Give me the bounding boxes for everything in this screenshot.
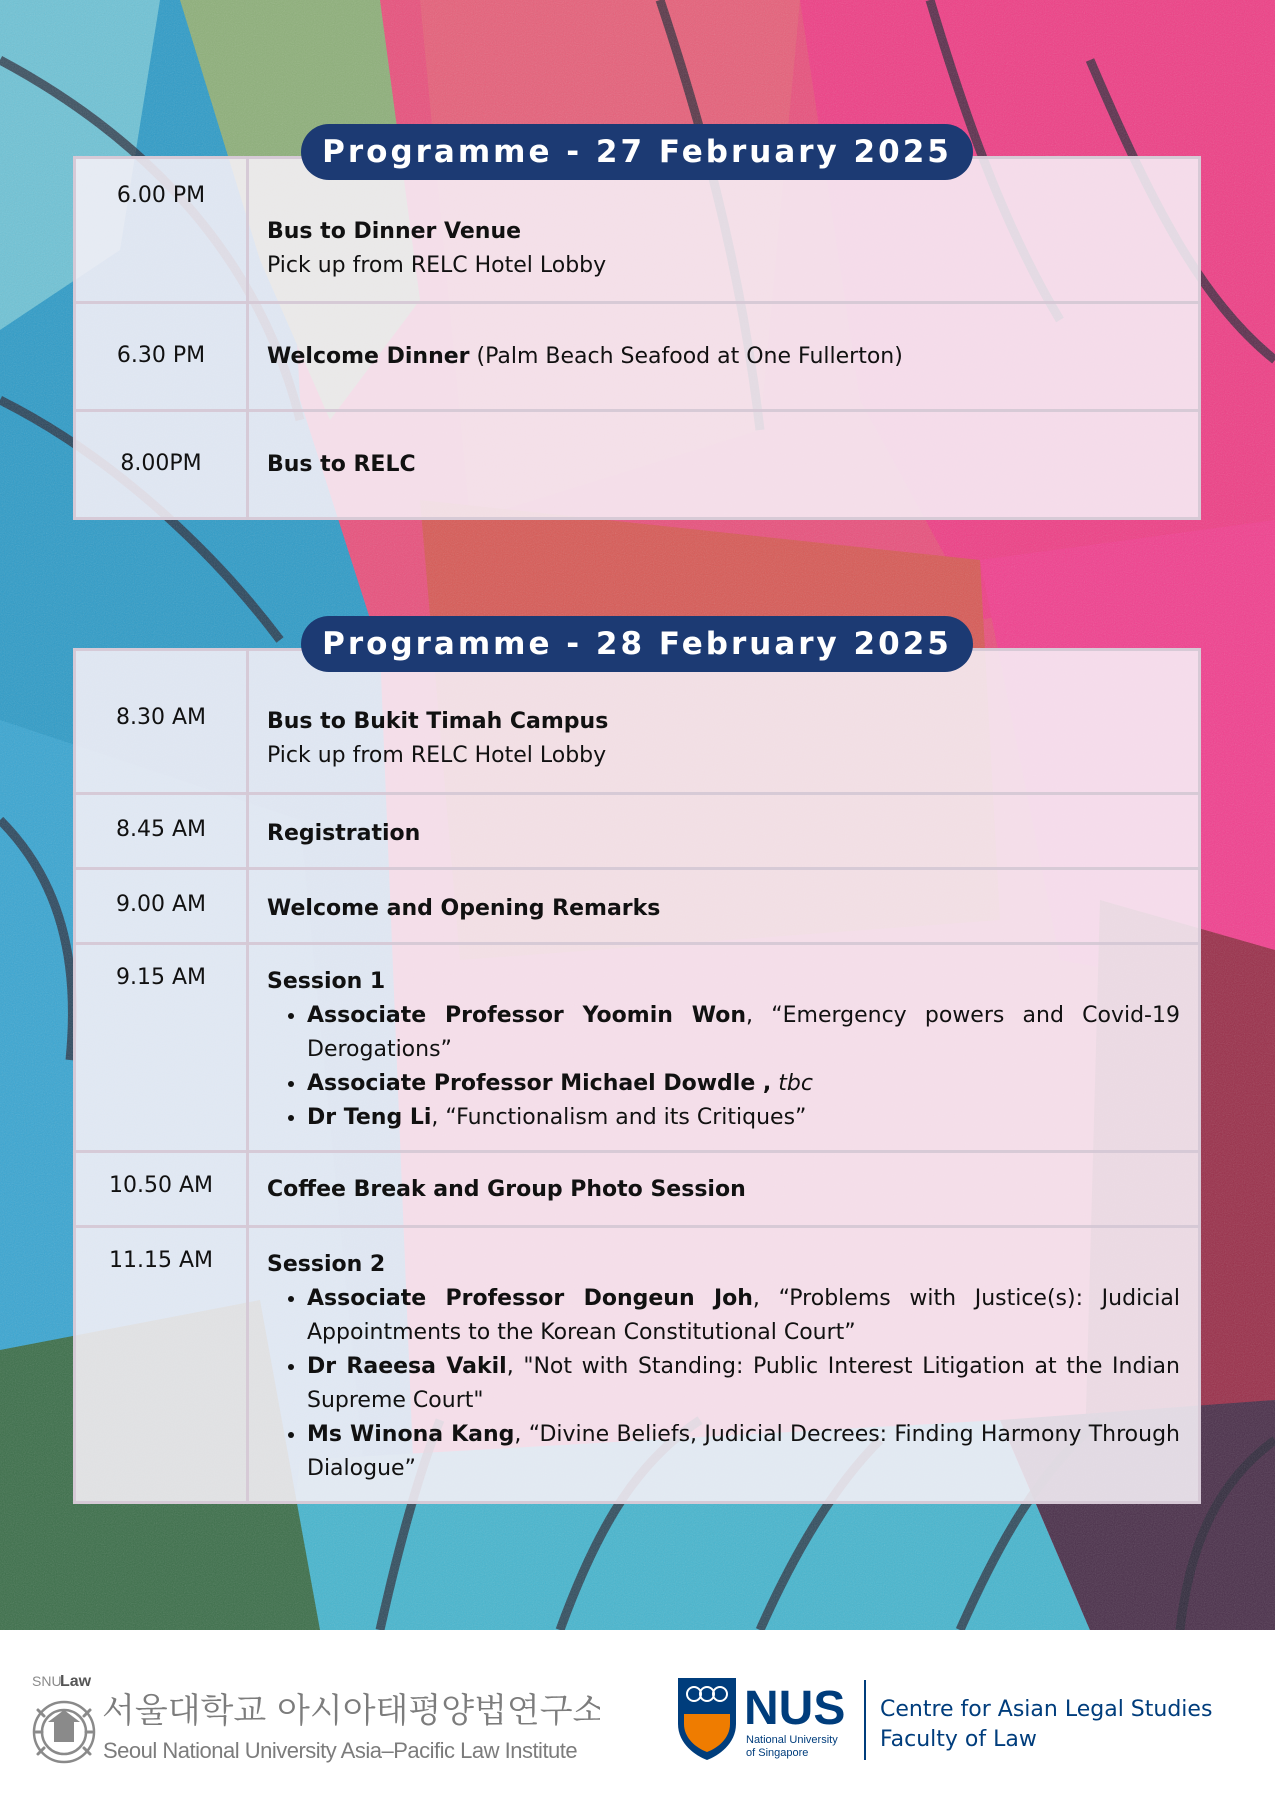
list-item — [307, 1067, 1180, 1101]
table-row — [75, 794, 1200, 869]
schedule-table — [73, 156, 1201, 520]
speaker-name: Dr Raeesa Vakil — [307, 1354, 507, 1379]
speaker-list — [267, 999, 1180, 1135]
event-title: Registration — [267, 821, 421, 846]
speaker-sep: , — [514, 1422, 529, 1447]
faculty-name: Faculty of Law — [880, 1727, 1037, 1752]
speaker-sep: , — [746, 1003, 772, 1028]
snu-korean-name: 서울대학교 아시아태평양법연구소 — [102, 1691, 600, 1731]
talk-title: “Divine Beliefs, Judicial Decrees: Finding Harmony Through Dialogue” — [307, 1422, 1180, 1481]
row-event — [248, 1227, 1200, 1503]
nus-logo — [676, 1674, 1216, 1768]
session-title: Session 1 — [267, 969, 386, 994]
speaker-name: Ms Winona Kang — [307, 1422, 515, 1447]
snu-logo — [30, 1670, 600, 1774]
row-event — [248, 303, 1200, 411]
programme-title: Programme - 27 February 2025 — [301, 124, 973, 180]
cals-name: Centre for Asian Legal Studies — [880, 1697, 1213, 1722]
speaker-name: Associate Professor Michael Dowdle , — [307, 1071, 772, 1096]
row-event — [248, 411, 1200, 519]
row-time: 9.00 AM — [75, 869, 248, 944]
programme-28-feb — [73, 626, 1201, 1504]
row-time: 6.30 PM — [75, 303, 248, 411]
table-row — [75, 944, 1200, 1152]
row-event — [248, 944, 1200, 1152]
nus-acronym: NUS — [744, 1682, 846, 1735]
talk-title: “Emergency powers and Covid-19 Derogations” — [307, 1003, 1180, 1062]
list-item — [307, 999, 1180, 1067]
event-note: Pick up from RELC Hotel Lobby — [267, 253, 607, 278]
list-item — [307, 1418, 1180, 1486]
speaker-sep: , — [506, 1354, 524, 1379]
snu-english-name: Seoul National University Asia–Pacific Law Institute — [103, 1738, 578, 1763]
programme-title: Programme - 28 February 2025 — [301, 616, 973, 672]
event-title: Bus to Bukit Timah Campus — [267, 709, 609, 734]
speaker-list — [267, 1282, 1180, 1486]
speaker-sep: , — [752, 1286, 779, 1311]
event-note: Pick up from RELC Hotel Lobby — [267, 743, 607, 768]
snu-small-label: SNU — [32, 1673, 62, 1689]
speaker-name: Associate Professor Yoomin Won — [307, 1003, 747, 1028]
nus-crest-icon — [676, 1674, 1216, 1764]
row-time: 8.45 AM — [75, 794, 248, 869]
footer-logos — [0, 1630, 1275, 1800]
event-detail: (Palm Beach Seafood at One Fullerton) — [469, 343, 903, 369]
nus-line-2: of Singapore — [746, 1747, 809, 1759]
row-time: 8.00PM — [75, 411, 248, 519]
event-title: Bus to RELC — [267, 451, 416, 477]
session-title: Session 2 — [267, 1252, 386, 1277]
table-row — [75, 411, 1200, 519]
speaker-name: Associate Professor Dongeun Joh — [307, 1286, 753, 1311]
talk-title: “Functionalism and its Critiques” — [445, 1105, 807, 1130]
list-item — [307, 1282, 1180, 1350]
event-title: Welcome Dinner — [267, 343, 470, 369]
event-title: Coffee Break and Group Photo Session — [267, 1177, 746, 1202]
snu-law-label: Law — [60, 1673, 92, 1690]
table-row — [75, 303, 1200, 411]
speaker-sep: , — [431, 1105, 446, 1130]
table-row — [75, 869, 1200, 944]
row-event — [248, 794, 1200, 869]
row-time: 6.00 PM — [75, 158, 248, 303]
row-time: 10.50 AM — [75, 1152, 248, 1227]
row-time: 9.15 AM — [75, 944, 248, 1152]
snu-emblem-icon — [30, 1670, 600, 1770]
list-item — [307, 1350, 1180, 1418]
talk-title: "Not with Standing: Public Interest Litigation at the Indian Supreme Court" — [307, 1354, 1180, 1413]
table-row — [75, 1227, 1200, 1503]
row-time: 8.30 AM — [75, 650, 248, 794]
list-item — [307, 1101, 1180, 1135]
speaker-name: Dr Teng Li — [307, 1105, 432, 1130]
nus-line-1: National University — [746, 1734, 838, 1746]
row-event — [248, 869, 1200, 944]
schedule-table — [73, 648, 1201, 1504]
event-title: Welcome and Opening Remarks — [267, 896, 661, 921]
row-event — [248, 1152, 1200, 1227]
talk-title: tbc — [778, 1071, 813, 1096]
talk-title: “Problems with Justice(s): Judicial Appointments to the Korean Constitutional Court” — [307, 1286, 1180, 1345]
row-time: 11.15 AM — [75, 1227, 248, 1503]
event-title: Bus to Dinner Venue — [267, 219, 522, 244]
programme-27-feb — [73, 134, 1201, 520]
table-row — [75, 1152, 1200, 1227]
